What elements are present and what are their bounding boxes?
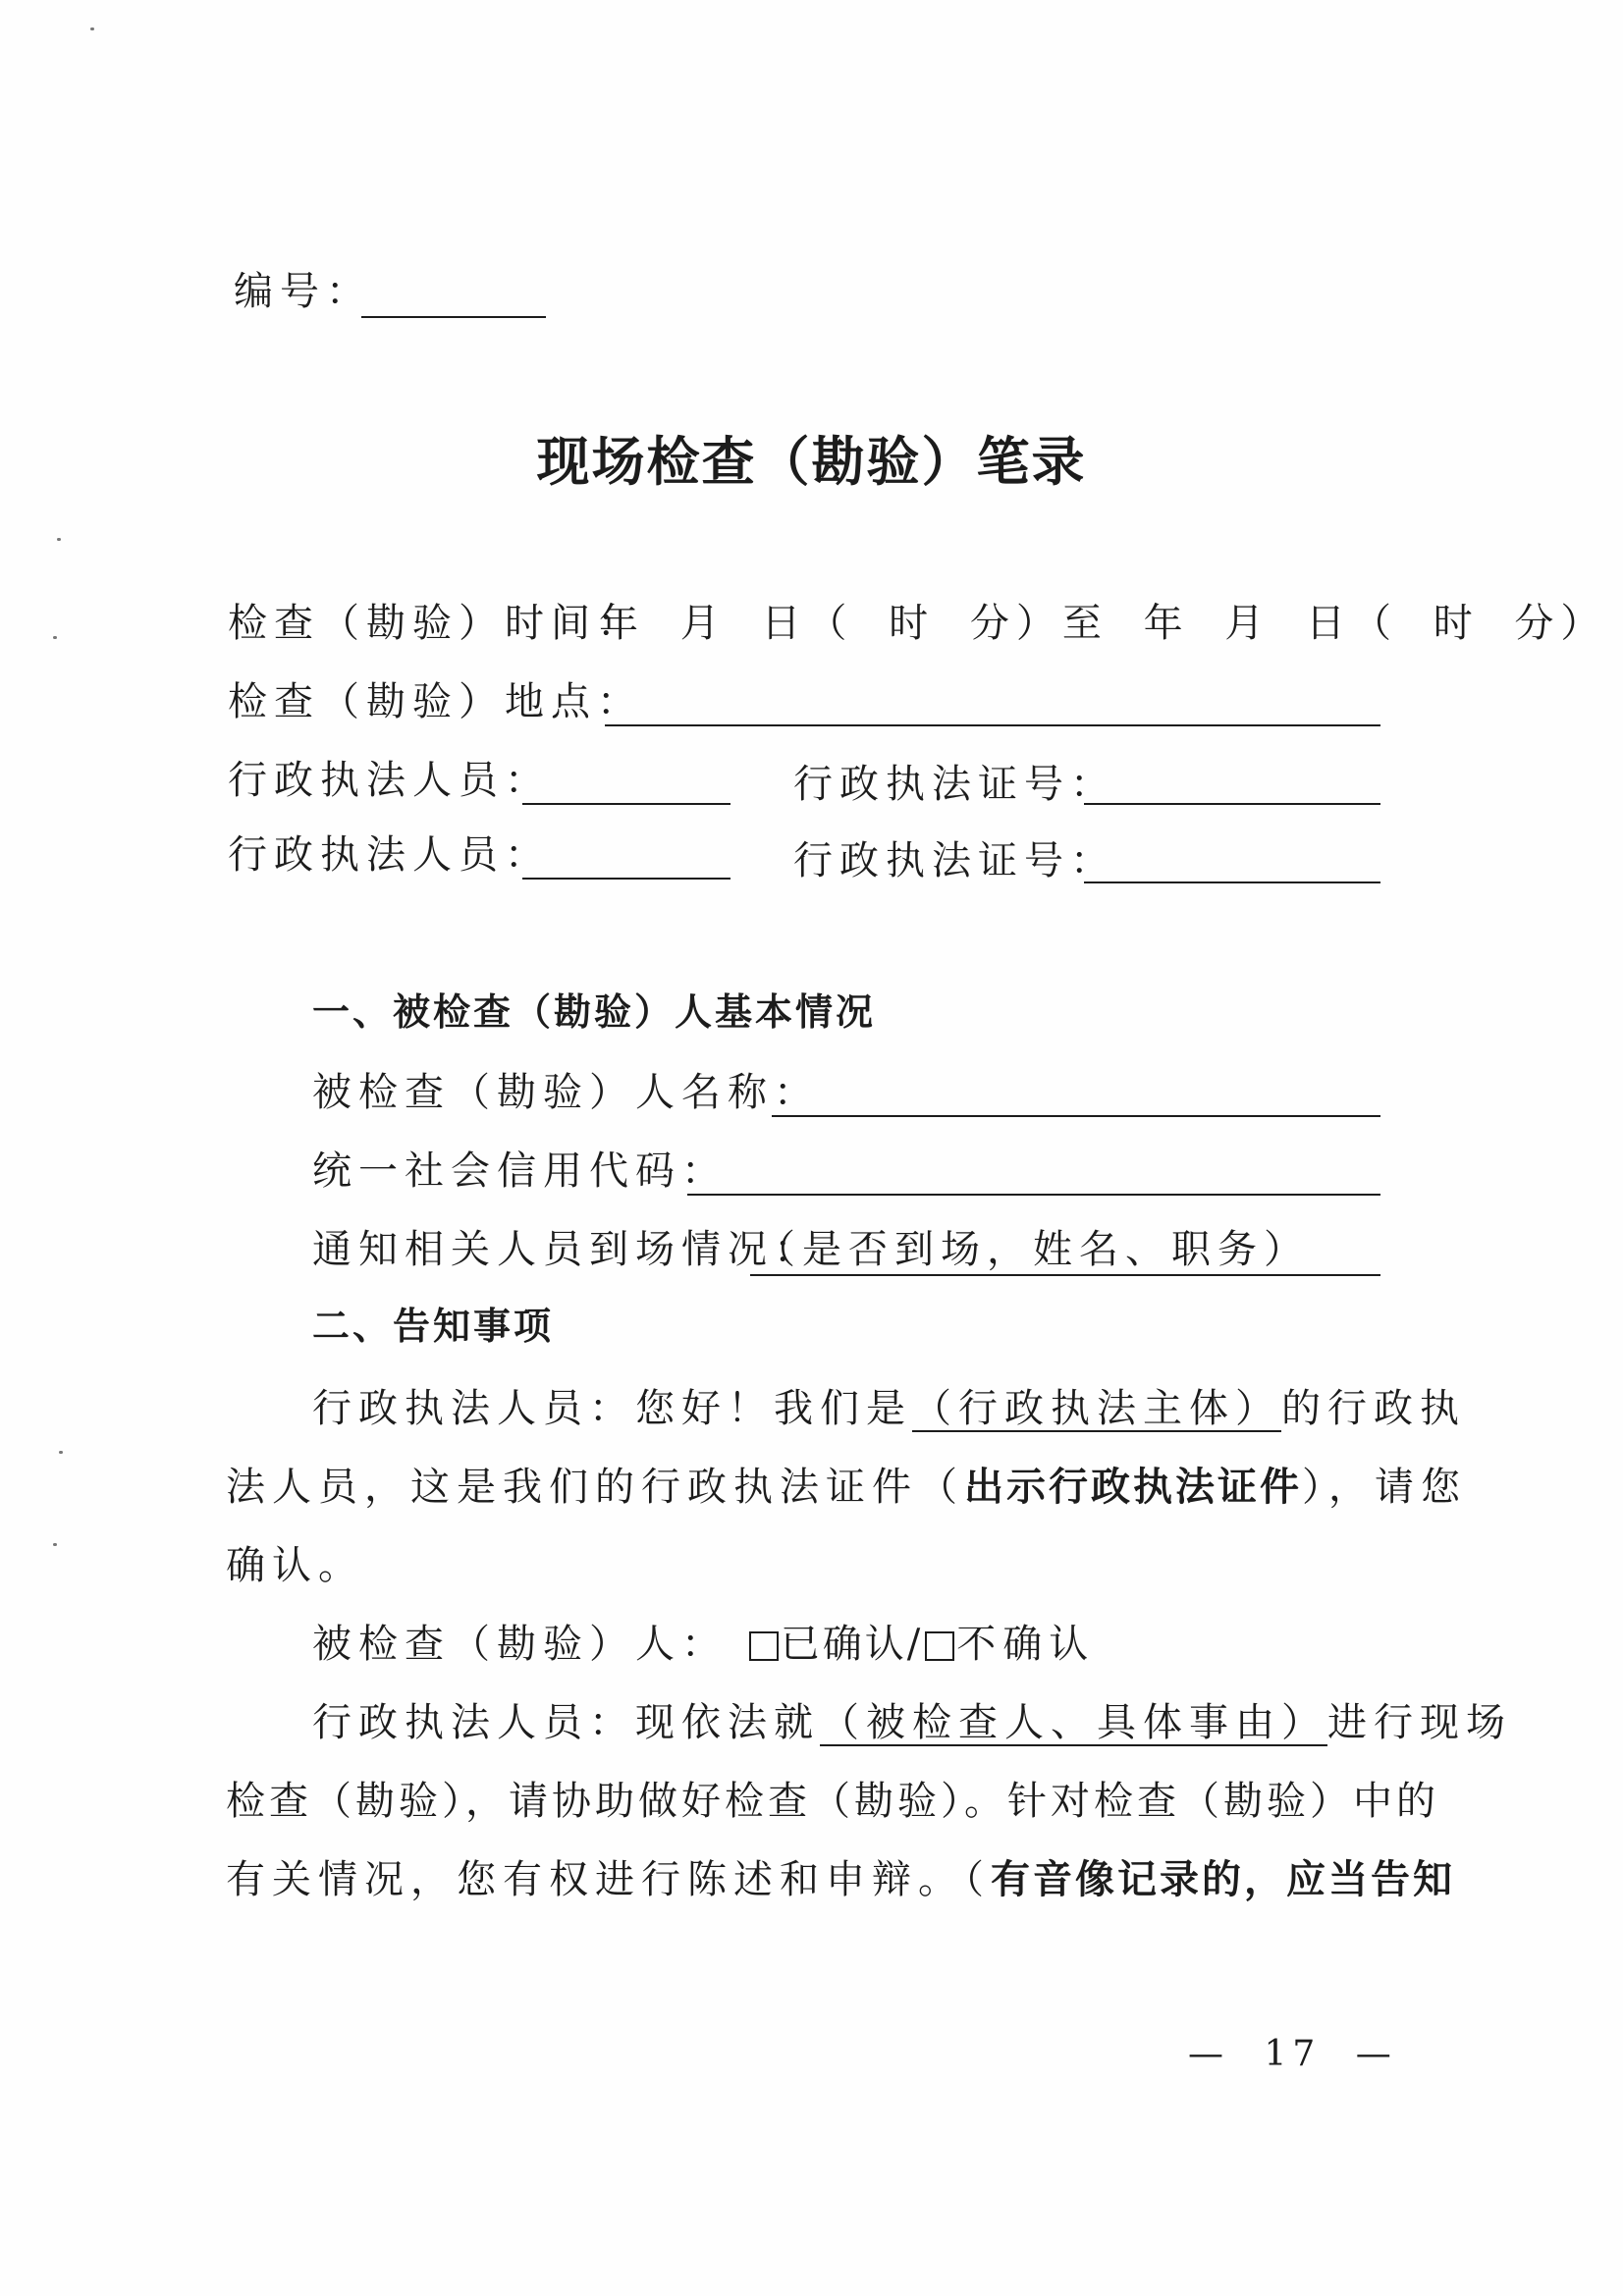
time-template: 年 月 日（ 时 分）至 年 月 日（ 时 分） [599, 601, 1607, 646]
notice-paragraph-2-line-2: 检查（勘验），请协助做好检查（勘验）。针对检查（勘验）中的 [226, 1779, 1439, 1824]
cert-blank-1 [1084, 803, 1380, 805]
page-title: 现场检查（勘验）笔录 [536, 431, 1087, 493]
notice-text: 进行现场 [1327, 1700, 1512, 1745]
place-blank [605, 724, 1380, 726]
inspected-name-label: 被检查（勘验）人名称： [312, 1070, 820, 1115]
notice-paragraph-1-line-2 [226, 1463, 1467, 1512]
enforcement-subject-blank: （行政执法主体） [912, 1386, 1281, 1431]
officer-label-1: 行政执法人员： [228, 758, 551, 803]
confirm-yes-checkbox[interactable] [749, 1631, 779, 1661]
cert-blank-2 [1084, 881, 1380, 883]
scan-speck [53, 1543, 57, 1546]
scan-speck [90, 27, 94, 30]
inspected-name-blank [772, 1115, 1380, 1117]
notice-paragraph-2-line-3 [226, 1855, 1455, 1904]
notice-text: 有关情况，您有权进行陈述和申辩。（ [226, 1857, 991, 1902]
notice-paragraph-1-line-1 [312, 1384, 1466, 1433]
notice-paragraph-1-line-3: 确认。 [226, 1543, 364, 1588]
credit-code-blank [687, 1194, 1380, 1196]
page-number: — 17 — [1188, 2034, 1397, 2074]
cert-label-2: 行政执法证号： [793, 838, 1116, 883]
notify-blank [750, 1274, 1380, 1276]
credit-code-label: 统一社会信用代码： [312, 1148, 728, 1194]
scan-speck [59, 1451, 63, 1454]
inspection-subject-blank: （被检查人、具体事由） [820, 1700, 1327, 1745]
confirm-no-label: 不确认 [956, 1622, 1096, 1667]
notice-instruction: 出示行政执法证件 [964, 1465, 1302, 1510]
confirm-yes-label: 已确认/ [780, 1622, 924, 1667]
cert-label-1: 行政执法证号： [793, 762, 1116, 807]
notice-text: 行政执法人员：现依法就 [312, 1700, 820, 1745]
scan-speck [53, 636, 57, 639]
place-label: 检查（勘验）地点： [228, 679, 643, 724]
notify-label: 通知相关人员到场情况： [312, 1227, 820, 1272]
doc-number-label: 编号： [234, 269, 372, 314]
notice-text: 行政执法人员：您好！我们是 [312, 1386, 912, 1431]
officer-blank-1 [522, 803, 730, 805]
notice-paragraph-2-line-1 [312, 1698, 1512, 1747]
confirm-row [312, 1620, 1095, 1669]
notice-text: ），请您 [1302, 1465, 1467, 1510]
notice-instruction: 有音像记录的，应当告知 [991, 1857, 1455, 1902]
section2-heading: 二、告知事项 [312, 1305, 555, 1348]
notify-value: （是否到场，姓名、职务） [756, 1227, 1310, 1272]
notice-text: 法人员，这是我们的行政执法证件（ [226, 1465, 964, 1510]
time-label: 检查（勘验）时间： [228, 601, 643, 646]
notice-text: 的行政执 [1281, 1386, 1466, 1431]
confirm-no-checkbox[interactable] [925, 1631, 954, 1661]
officer-blank-2 [522, 878, 730, 880]
officer-label-2: 行政执法人员： [228, 832, 551, 878]
confirm-label: 被检查（勘验）人： [312, 1622, 728, 1667]
scan-speck [57, 538, 61, 541]
doc-number-blank [361, 316, 546, 318]
section1-heading: 一、被检查（勘验）人基本情况 [312, 990, 877, 1034]
